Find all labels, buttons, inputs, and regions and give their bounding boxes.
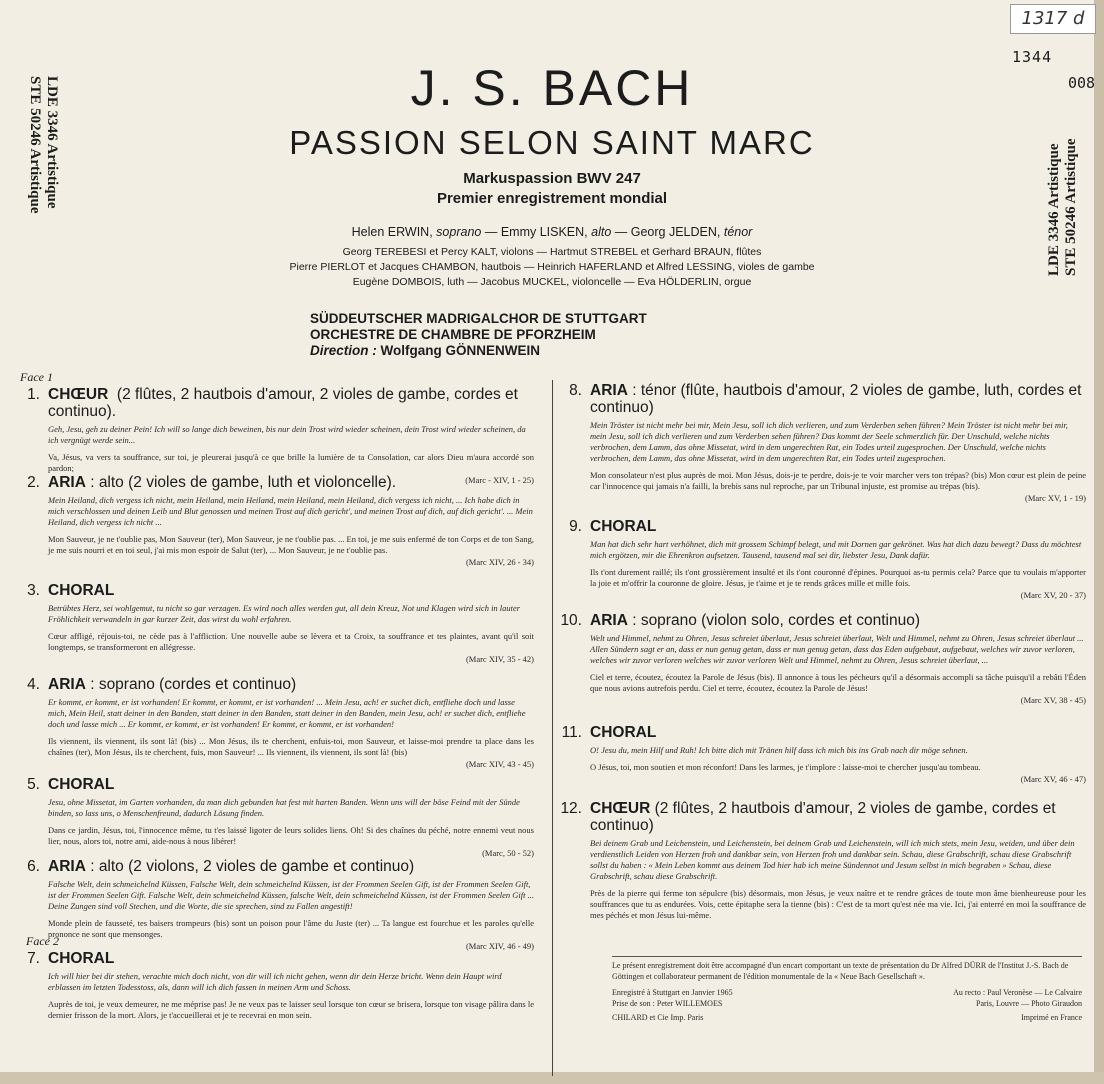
track-number: 2. bbox=[27, 474, 40, 491]
cover-credits bbox=[953, 988, 1082, 1024]
track-scoring: : soprano (cordes et continuo) bbox=[90, 676, 297, 693]
french-text: Dans ce jardin, Jésus, toi, l'innocence même, tu t'es laissé ligoter de leurs solides liens. Oh! Si des chaînes du péché, notre ennemi veut nous lier, nous, alors toi, notre ami, aide-nous à nous libérer! bbox=[48, 825, 534, 846]
german-text: Ich will hier bei dir stehen, verachte mich doch nicht, von dir will ich nicht gehen, wenn dir dein Herze bricht. Wenn dein Haupt wird erblassen im letzten Todesstoss, als, dann will ich dich fassen in meinen Arm und Schoss. bbox=[48, 971, 502, 992]
cover-painting: Au recto : Paul Veronèse — Le Calvaire bbox=[953, 988, 1082, 997]
column-divider bbox=[552, 380, 553, 1076]
german-text: Mein Tröster ist nicht mehr bei mir, Mein Jesu, soll ich dich verlieren, und zum Verderben sehen führen? Mein Tröster ist nicht mehr bei mir, mein Jesu, soll ich dich verlieren und zum Verderben sehen führen? Das kommt der Seele schmerzlich für. Der Unschuld, welche nichts verbrochen, dem Lamm, das ohne Missetat, wird in dem ungerechten Rat, ein Todes urteil zugesprochen. Der Unschuld, welche nichts verbrochen, dem Lamm, das ohne Missetat, wird in dem ungerechten Rat, ein Todes urteil zugesprochen. bbox=[590, 420, 1068, 463]
track-11 bbox=[556, 724, 1086, 784]
track-12 bbox=[556, 800, 1086, 921]
track-6 bbox=[14, 858, 534, 951]
printed-in: Imprimé en France bbox=[1021, 1013, 1082, 1022]
gospel-reference: (Marc, 50 - 52) bbox=[482, 848, 534, 858]
gospel-reference: (Marc XIV, 43 - 45) bbox=[465, 759, 534, 769]
direction-line bbox=[310, 343, 647, 359]
french-text: Ils t'ont durement raillé; ils t'ont grossièrement insulté et ils t'ont couronné d'épines. Pourquoi as-tu permis cela? Parce que tu voulais m'apporter la joie et m'offrir la couronne de gloire. Jésus, je t'aime et je te rends grâces mille et mille fois. bbox=[590, 567, 1086, 588]
track-scoring: : alto (2 violes de gambe, luth et violoncelle). bbox=[90, 474, 397, 491]
track-scoring: (2 flûtes, 2 hautbois d'amour, 2 violes de gambe, cordes et continuo) bbox=[590, 800, 1056, 834]
french-text: O Jésus, toi, mon soutien et mon réconfort! Dans les larmes, je t'implore : laisse-moi te chercher jusqu'au tombeau. bbox=[590, 762, 981, 772]
french-text: Ciel et terre, écoutez, écoutez la Parole de Jésus (bis). Il annonce à tous les pécheurs qu'il a désormais accompli sa tâche puisqu'il a rebâti l'Éden que nous avions autrefois perdu. Ciel et terre, écoutez, écoutez la Parole de Jésus! bbox=[590, 672, 1086, 693]
conductor-name: Wolfgang GÖNNENWEIN bbox=[380, 343, 541, 358]
spine-line-2: STE 50246 Artistique bbox=[1063, 138, 1079, 276]
track-title: ARIA bbox=[590, 382, 628, 399]
track-title: ARIA bbox=[48, 858, 86, 875]
catalogue-number: Markuspassion BWV 247 bbox=[463, 170, 641, 187]
soloist-name: Emmy LISKEN, bbox=[500, 225, 588, 239]
printer-credit: CHILARD et Cie Imp. Paris bbox=[612, 1013, 704, 1022]
track-number: 4. bbox=[27, 676, 40, 693]
title-block bbox=[0, 58, 1104, 290]
gospel-reference: (Marc XV, 20 - 37) bbox=[1020, 590, 1086, 600]
track-scoring: : soprano (violon solo, cordes et continuo) bbox=[632, 612, 920, 629]
choir-name: SÜDDEUTSCHER MADRIGALCHOR DE STUTTGART bbox=[310, 311, 647, 326]
credits-row bbox=[612, 988, 1082, 1024]
french-text: Monde plein de fausseté, tes baisers trompeurs (bis) sont un poison pour l'âme du Juste (ter) ... Ta langue est fourchue et les paroles qu'elle prononce ne sont que mensonges. bbox=[48, 918, 534, 939]
soloist-name: Helen ERWIN, bbox=[351, 225, 433, 239]
orchestra-name: ORCHESTRE DE CHAMBRE DE PFORZHEIM bbox=[310, 327, 596, 342]
stamp-number-b: 008 bbox=[1068, 74, 1096, 92]
french-text: Auprès de toi, je veux demeurer, ne me méprise pas! Je ne veux pas te laisser seul lorsque ton cœur se brisera, lorsque ton visage pâlira dans le dernier frisson de la mort. Alors, je t'accueillerai et je te recevrai en mon sein. bbox=[48, 999, 534, 1020]
track-number: 5. bbox=[27, 776, 40, 793]
gospel-reference: (Marc XV, 46 - 47) bbox=[1020, 774, 1086, 784]
german-text: Jesu, ohne Missetat, im Garten vorhanden, da man dich gebunden hat fest mit harten Banden. Wenn uns will der böse Feind mit der Sünde binden, so lass uns, o Menschenfreund, dadurch Lösung finden. bbox=[48, 797, 520, 818]
spine-line-1: LDE 3346 Artistique bbox=[1046, 143, 1062, 276]
recording-credits bbox=[612, 988, 733, 1024]
french-text: Cœur affligé, réjouis-toi, ne cède pas à l'affliction. Une nouvelle aube se lèvera et ta Croix, ta souffrance et tes plaintes, avant qu'il soit longtemps, se transformeront en allégresse. bbox=[48, 631, 534, 652]
french-text: Mon Sauveur, je ne t'oublie pas, Mon Sauveur (ter), Mon Sauveur, je ne t'oublie pas. ... En toi, je me suis enfermé de ton Corps et de ton Sang, je me suis nourri et en toi seul, j'ai mis mon espoir de Salut (ter), ... Mon Sauveur, je ne t'oublie pas. bbox=[48, 534, 534, 555]
track-7 bbox=[14, 950, 534, 1021]
track-title: CHORAL bbox=[590, 724, 657, 741]
face-2-label: Face 2 bbox=[26, 934, 59, 948]
track-scoring: : ténor (flûte, hautbois d'amour, 2 violes de gambe, luth, cordes et continuo) bbox=[590, 382, 1082, 416]
composer-title: J. S. BACH bbox=[410, 60, 694, 116]
track-10 bbox=[556, 612, 1086, 705]
face-1-label: Face 1 bbox=[20, 370, 53, 384]
track-title: ARIA bbox=[590, 612, 628, 629]
stamp-number-a: 1344 bbox=[1012, 48, 1053, 66]
track-number: 9. bbox=[569, 518, 582, 535]
german-text: Mein Heiland, dich vergess ich nicht, mein Heiland, mein Heiland, mein Heiland, mein Heiland, dich vergess ich nicht, ... Ich habe dich in mich verschlossen und deinen Leib und Blut genossen und meinen Trost auf dich gericht', und meinen Trost auf dich, auf dich gericht'. ... Mein Heiland, dich vergess ich nicht ... bbox=[48, 495, 533, 527]
soloists-line bbox=[0, 225, 1104, 239]
track-number: 11. bbox=[561, 724, 582, 741]
soloist-role: ténor bbox=[723, 225, 753, 239]
track-number: 10. bbox=[560, 612, 582, 629]
german-text: Man hat dich sehr hart verhöhnet, dich mit grossem Schimpf belegt, und mit Dornen gar gekrönet. Was hat dich dazu bewegt? Dass du möchtest mich ergötzen, mir die Ehrenkron aufsetzen. Tausend, tausend mal sei dir, liebster Jesu, Dank dafür. bbox=[590, 539, 1082, 560]
instrumentalists-line: Pierre PIERLOT et Jacques CHAMBON, hautbois — Heinrich HAFERLAND et Alfred LESSING, violes de gambe bbox=[289, 261, 815, 273]
handwritten-reference: 1317 d bbox=[1010, 4, 1096, 34]
track-title: CHŒUR bbox=[590, 800, 651, 817]
gospel-reference: (Marc XIV, 26 - 34) bbox=[465, 557, 534, 567]
track-title: ARIA bbox=[48, 676, 86, 693]
separator: — bbox=[481, 225, 501, 239]
instrumentalists-line: Eugène DOMBOIS, luth — Jacobus MUCKEL, violoncelle — Eva HÖLDERLIN, orgue bbox=[352, 276, 752, 288]
premiere-note: Premier enregistrement mondial bbox=[436, 190, 668, 207]
track-9 bbox=[556, 518, 1086, 600]
track-title: CHŒUR bbox=[48, 386, 109, 403]
spine-line-1: LDE 3346 Artistique bbox=[44, 76, 60, 209]
german-text: Betrübtes Herz, sei wohlgemut, tu nicht so gar verzagen. Es wird noch alles werden gut, all dein Kreuz, Not und Klagen wird sich in lauter Fröhlichkeit verwandeln in gar kurzer Zeit, das wirst du wohl erfahren. bbox=[48, 603, 521, 624]
track-title: ARIA bbox=[48, 474, 86, 491]
recording-place: Enregistré à Stuttgart en Janvier 1965 bbox=[612, 988, 733, 997]
french-text: Mon consolateur n'est plus auprès de moi. Mon Jésus, dois-je te perdre, dois-je te voir marcher vers ton trépas? (bis) Mon cœur est plein de peine car l'innocence qui jamais n'a failli, la brebis sans nul reproche, par un Tribunal injuste, est promise au trépas (bis). bbox=[590, 470, 1086, 491]
german-text: Er kommt, er kommt, er ist vorhanden! Er kommt, er kommt, er ist vorhanden! ... Mein Jesu, ach! er suchet dich, entfliehe doch und lasse mich, Mein Heil, statt deiner in den Banden, statt deiner in den Banden, statt deiner in den Banden, mein Jesu, ach! er suchet dich, entfliehe doch und lasse mich ... Er kommt, er kommt, er ist vorhanden! Er kommt, er kommt, er ist vorhanden! bbox=[48, 697, 526, 729]
track-scoring: (2 flûtes, 2 hautbois d'amour, 2 violes de gambe, cordes et continuo). bbox=[48, 386, 518, 420]
track-2 bbox=[14, 474, 534, 567]
footer-rule bbox=[612, 956, 1082, 957]
track-title: CHORAL bbox=[48, 582, 115, 599]
soloist-name: Georg JELDEN, bbox=[630, 225, 721, 239]
german-text: Bei deinem Grab und Leichenstein, und Leichenstein, bei deinem Grab und Leichenstein, will ich mich stets, mein Jesu, weiden, und über dein verdienstlich Leiden von Herzen froh und dankbar sein, von Herzen froh und dankbar sein. Schau, diese Grabschrift, schau diese Grabschrift sollst du haben : « Mein Leben kommt aus deinem Tod hier hab ich meine Sündennot und Jesum selbst in mich begraben » Schau, diese Grabschrift, schau diese Grabschrift. bbox=[590, 838, 1075, 881]
track-1 bbox=[14, 386, 534, 485]
separator: — bbox=[611, 225, 631, 239]
instrumentalists-line: Georg TEREBESI et Percy KALT, violons — Hartmut STREBEL et Gerhard BRAUN, flûtes bbox=[342, 246, 762, 258]
german-text: Welt und Himmel, nehmt zu Ohren, Jesus schreiet überlaut, Jesus schreiet überlaut, Welt und Himmel, nehmt zu Ohren, Jesus schreiet überlaut ... Allen Sündern sagt er an, dass er nun genug getan, dass er nun genug getan, dass das Eden aufgebaut, aufgebaut, welches wir zuvor verloren, welches wir zuvor verloren welches wir zuvor verloren Welt und Himmel, nehmt zu Ohren, Jesus schreiet überlaut, ... bbox=[590, 633, 1084, 665]
soloist-role: soprano bbox=[436, 225, 482, 239]
sound-engineer: Prise de son : Peter WILLEMOES bbox=[612, 998, 723, 1008]
german-text: O! Jesu du, mein Hilf und Ruh! Ich bitte dich mit Tränen hilf dass ich mich bis ins Grab nach dir möge sehnen. bbox=[590, 745, 968, 755]
gospel-reference: (Marc - XIV, 1 - 25) bbox=[465, 475, 534, 485]
gospel-reference: (Marc XIV, 35 - 42) bbox=[465, 654, 534, 664]
direction-label: Direction : bbox=[310, 343, 377, 358]
soloist-role: alto bbox=[591, 225, 612, 239]
track-3 bbox=[14, 582, 534, 664]
track-5 bbox=[14, 776, 534, 858]
gospel-reference: (Marc XV, 38 - 45) bbox=[1020, 695, 1086, 705]
french-text: Ils viennent, ils viennent, ils sont là! (bis) ... Mon Jésus, ils te cherchent, enfuis-toi, mon Sauveur, et laisse-moi prendre ta place dans les chaînes (ter), Mon Jésus, ils te cherchent, fuis, mon Sauveur! ... Ils viennent, ils viennent, ils sont là! (bis) bbox=[48, 736, 534, 757]
track-title: CHORAL bbox=[48, 776, 115, 793]
credits-footer bbox=[612, 956, 1082, 1024]
german-text: Falsche Welt, dein schmeichelnd Küssen, Falsche Welt, dein schmeichelnd Küssen, ist der Frommen Seelen Gift, ist der Frommen Seelen Gift, ist der Frommen Seelen Gift. Falsche Welt, dein schmeichelnd Küssen, falsche Welt, dein schmeichelnd Küssen, ist der Frommen Seelen Gift ... Deine Zungen sind voll Stechen, und die Worte, die sie sprechen, sind zu Fallen angestift! bbox=[48, 879, 534, 911]
track-title: CHORAL bbox=[48, 950, 115, 967]
track-4 bbox=[14, 676, 534, 769]
work-title: PASSION SELON SAINT MARC bbox=[289, 124, 815, 161]
spine-line-2: STE 50246 Artistique bbox=[27, 76, 43, 214]
track-8 bbox=[556, 382, 1086, 503]
track-number: 3. bbox=[27, 582, 40, 599]
french-text: Va, Jésus, va vers ta souffrance, sur toi, je pleurerai jusqu'à ce que brille la lumière de ta Consolation, car alors Dieu m'aura accordé son pardon; bbox=[48, 452, 534, 473]
track-number: 6. bbox=[27, 858, 40, 875]
cover-photo-credit: Paris, Louvre — Photo Giraudon bbox=[976, 998, 1082, 1008]
instrumentalists-block bbox=[0, 245, 1104, 290]
ensembles-block bbox=[310, 311, 647, 359]
track-number: 8. bbox=[569, 382, 582, 399]
track-scoring: : alto (2 violons, 2 violes de gambe et continuo) bbox=[90, 858, 415, 875]
track-number: 1. bbox=[27, 386, 40, 403]
french-text: Près de la pierre qui ferme ton sépulcre (bis) désormais, mon Jésus, je veux naître et te rendre grâces de toute mon âme bienheureuse pour les souffrances que tu as endurées. Vois, cette épitaphe sera la tienne (bis) : C'est de ta mort qu'est née ma vie. Ici, j'ai enterré en moi la souffrance de mes péchés et mon Jésus lui-même. bbox=[590, 888, 1086, 920]
gospel-reference: (Marc XV, 1 - 19) bbox=[1025, 493, 1086, 503]
german-text: Geh, Jesu, geh zu deiner Pein! Ich will so lange dich beweinen, bis nur dein Trost wird wieder scheinen, dein Trost wird wieder scheinen, da ich vergnügt werde sein... bbox=[48, 424, 526, 445]
track-title: CHORAL bbox=[590, 518, 657, 535]
track-number: 7. bbox=[27, 950, 40, 967]
insert-notice: Le présent enregistrement doit être accompagné d'un encart comportant un texte de présentation du Dr Alfred DÜRR de l'Institut J.-S. Bach de Göttingen et collaborateur permanent de l'édition monumentale de la « Neue Bach Gesellschaft ». bbox=[612, 961, 1069, 981]
track-number: 12. bbox=[560, 800, 582, 817]
gospel-reference: (Marc XIV, 46 - 49) bbox=[465, 941, 534, 951]
